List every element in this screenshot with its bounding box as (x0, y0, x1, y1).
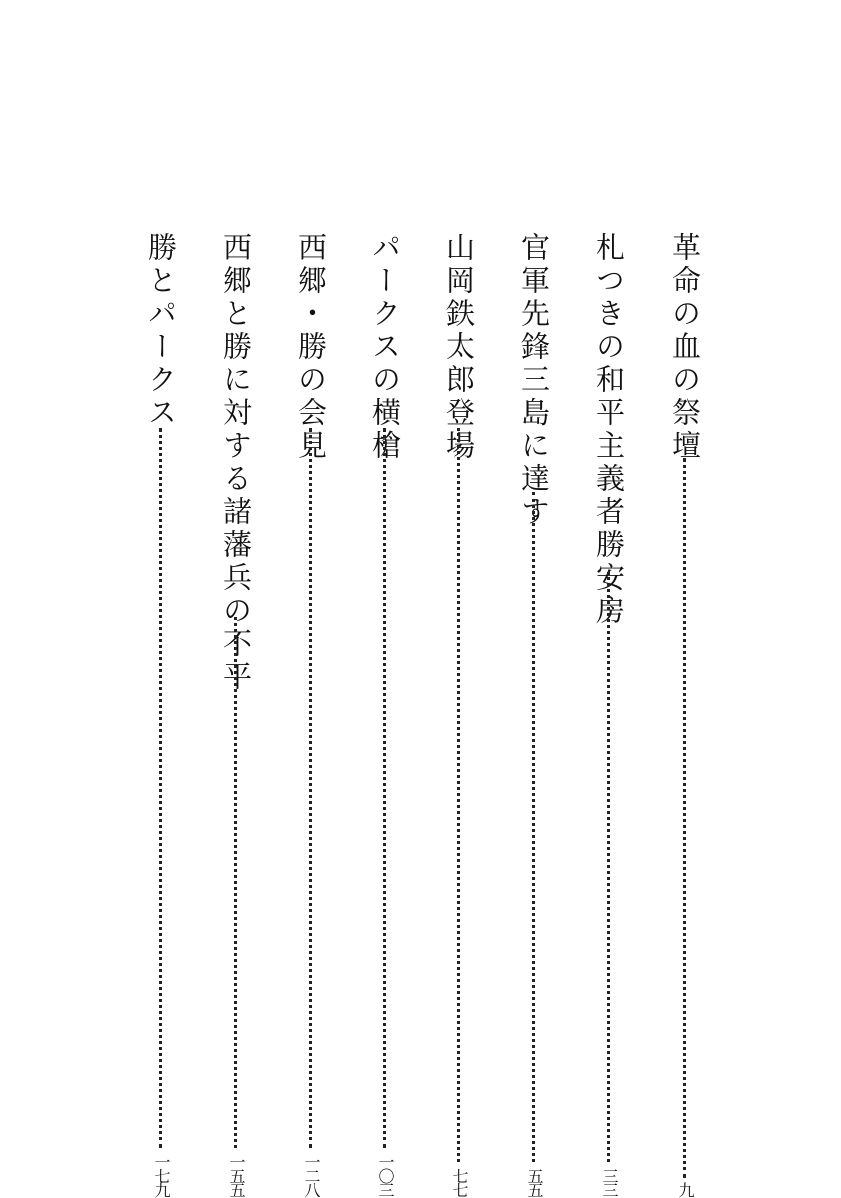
toc-entry-5 (366, 232, 404, 1196)
dot-leader (309, 428, 312, 1148)
dot-leader (532, 492, 535, 1162)
toc-entry-1 (666, 232, 704, 1196)
toc-entry-title: 革命の血の祭壇 (668, 232, 702, 463)
dot-leader (159, 428, 162, 1148)
toc-entry-page: 一〇三 (376, 1154, 395, 1196)
dot-leader (457, 428, 460, 1162)
toc-entry-title: 西郷・勝の会見 (294, 232, 328, 463)
toc-entry-page: 九 (676, 1182, 695, 1196)
toc-entry-3 (515, 232, 553, 1196)
dot-leader (234, 617, 237, 1148)
toc-entry-page: 七七 (450, 1168, 469, 1196)
dot-leader (383, 428, 386, 1148)
dot-leader (683, 458, 686, 1178)
toc-entry-page: 一五五 (227, 1154, 246, 1196)
toc-entry-title: 札つきの和平主義者勝安房 (592, 232, 626, 628)
toc-entry-8 (142, 232, 180, 1196)
toc-entry-2 (590, 232, 628, 1196)
toc-entry-page: 一七九 (152, 1154, 171, 1196)
toc-entry-title: 西郷と勝に対する諸藩兵の不平 (219, 232, 253, 694)
toc-entry-title: パークスの横槍 (368, 232, 402, 463)
toc-entry-6 (292, 232, 330, 1196)
toc-entry-title: 官軍先鋒三島に達す (517, 232, 551, 529)
toc-entry-page: 一二八 (302, 1154, 321, 1196)
toc-entry-7 (217, 232, 255, 1196)
toc-entry-4 (440, 232, 478, 1196)
toc-entry-page: 三三 (600, 1168, 619, 1196)
toc-entry-title: 山岡鉄太郎登場 (442, 232, 476, 463)
dot-leader (607, 572, 610, 1162)
toc-entry-page: 五五 (525, 1168, 544, 1196)
toc-entry-title: 勝とパークス (144, 232, 178, 430)
